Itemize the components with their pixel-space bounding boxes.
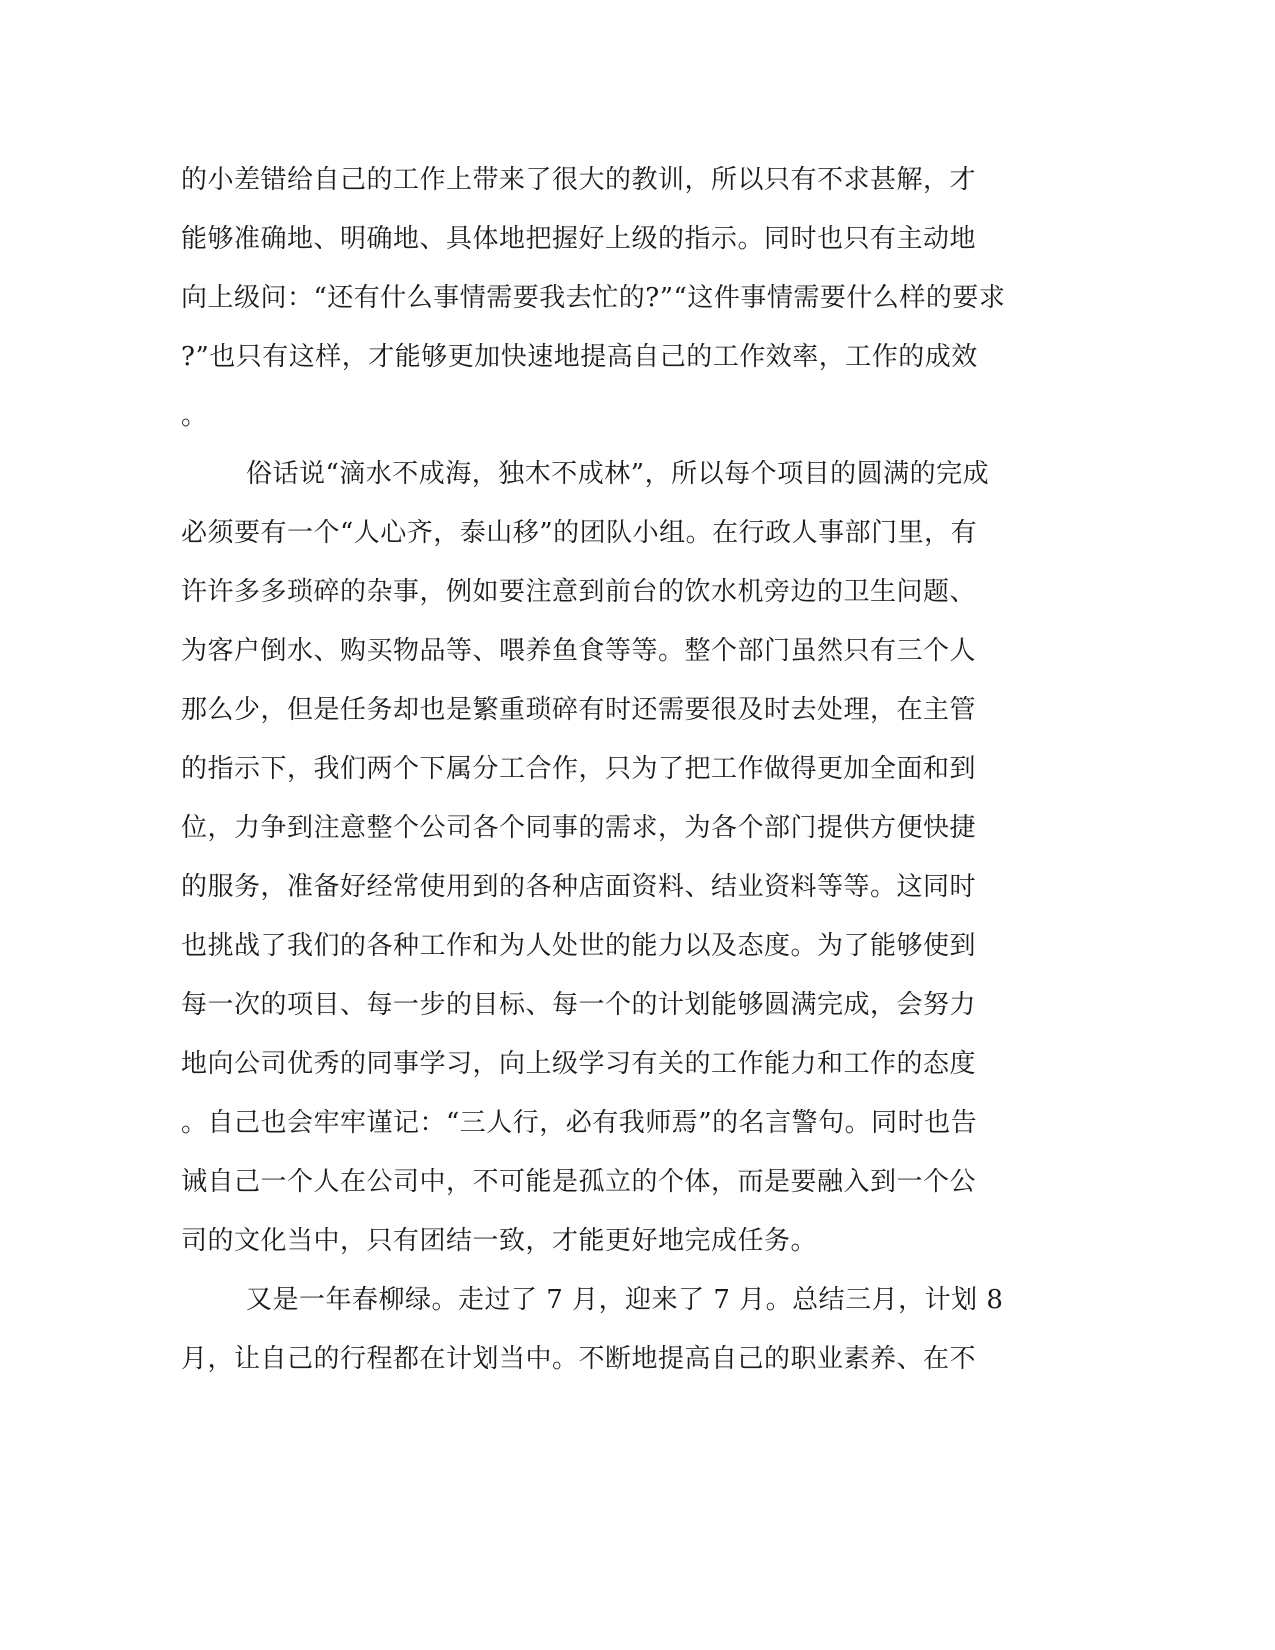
- paragraph-start-line: 俗话说“滴水不成海，独木不成林”，所以每个项目的圆满的完成: [246, 459, 990, 489]
- text-line: 为客户倒水、购买物品等、喂养鱼食等等。整个部门虽然只有三个人: [181, 636, 977, 666]
- text-line: 也挑战了我们的各种工作和为人处世的能力以及态度。为了能够使到: [181, 931, 977, 961]
- text-line: 的小差错给自己的工作上带来了很大的教训，所以只有不求甚解，才: [181, 165, 977, 195]
- text-line: 的服务，准备好经常使用到的各种店面资料、结业资料等等。这同时: [181, 872, 977, 902]
- text-line: 司的文化当中，只有团结一致，才能更好地完成任务。: [181, 1226, 818, 1256]
- text-line: 。: [181, 401, 208, 431]
- paragraph-start-line: 又是一年春柳绿。走过了 7 月，迎来了 7 月。总结三月，计划 8: [246, 1285, 1004, 1315]
- text-line: 。自己也会牢牢谨记：“三人行，必有我师焉”的名言警句。同时也告: [181, 1108, 978, 1138]
- text-line: 必须要有一个“人心齐，泰山移”的团队小组。在行政人事部门里，有: [181, 518, 978, 548]
- text-line: 那么少，但是任务却也是繁重琐碎有时还需要很及时去处理，在主管: [181, 695, 977, 725]
- text-line: ?”也只有这样，才能够更加快速地提高自己的工作效率，工作的成效: [181, 342, 978, 372]
- text-line: 能够准确地、明确地、具体地把握好上级的指示。同时也只有主动地: [181, 224, 977, 254]
- text-line: 位，力争到注意整个公司各个同事的需求，为各个部门提供方便快捷: [181, 813, 977, 843]
- text-line: 每一次的项目、每一步的目标、每一个的计划能够圆满完成，会努力: [181, 990, 977, 1020]
- text-line: 月，让自己的行程都在计划当中。不断地提高自己的职业素养、在不: [181, 1344, 977, 1374]
- text-line: 地向公司优秀的同事学习，向上级学习有关的工作能力和工作的态度: [181, 1049, 977, 1079]
- text-line: 诫自己一个人在公司中，不可能是孤立的个体，而是要融入到一个公: [181, 1167, 977, 1197]
- text-line: 许许多多琐碎的杂事，例如要注意到前台的饮水机旁边的卫生问题、: [181, 577, 977, 607]
- text-line: 向上级问：“还有什么事情需要我去忙的?”“这件事情需要什么样的要求: [181, 283, 1006, 313]
- text-line: 的指示下，我们两个下属分工合作，只为了把工作做得更加全面和到: [181, 754, 977, 784]
